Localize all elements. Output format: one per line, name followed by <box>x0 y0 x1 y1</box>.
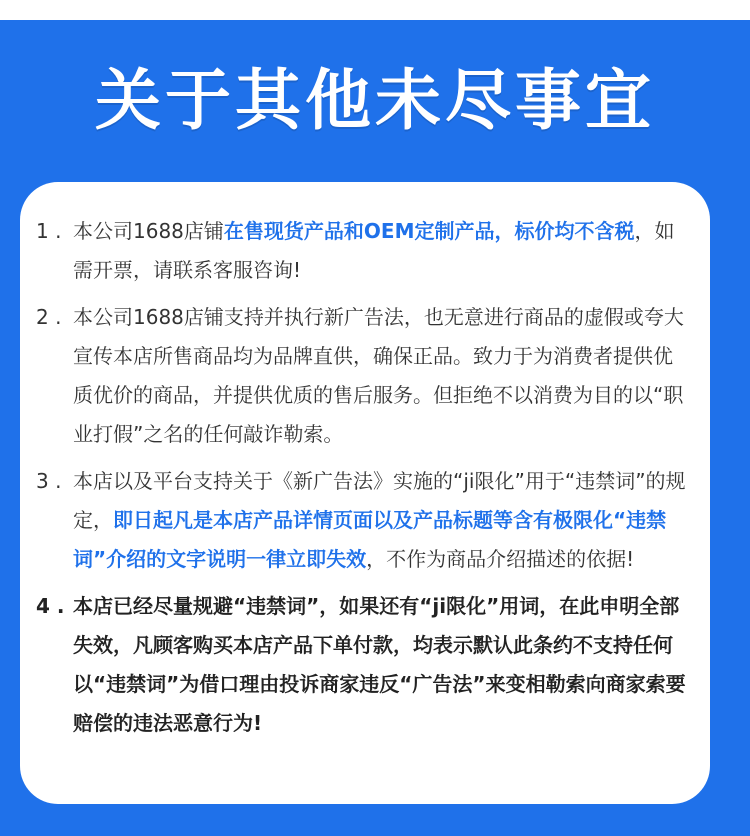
item-text-highlight: 在售现货产品和OEM定制产品，标价均不含税 <box>223 219 635 243</box>
item-text <box>73 462 688 579</box>
item-text-plain: 本店以及平台支持关于《新广告法》实施的“ji限化”用于“违禁词”的规定， <box>73 469 686 532</box>
item-text-plain: ，如需开票，请联系客服咨询! <box>73 219 675 282</box>
item-text <box>73 212 688 290</box>
item-number: 3 . <box>36 469 62 493</box>
item-number: 2 . <box>36 305 62 329</box>
page-title: 关于其他未尽事宜 <box>95 62 655 139</box>
item-number: 4 . <box>36 594 65 618</box>
notice-item-3 <box>36 462 688 579</box>
item-text-highlight: 即日起凡是本店产品详情页面以及产品标题等含有极限化“违禁词”介绍的文字说明一律立即失效 <box>73 508 667 571</box>
item-text-plain: ，不作为商品介绍描述的依据! <box>366 547 635 571</box>
notice-card <box>20 182 710 804</box>
notice-item-4 <box>36 587 688 743</box>
item-text: 本店已经尽量规避“违禁词”，如果还有“ji限化”用词，在此申明全部失效，凡顾客购买本店产品下单付款，均表示默认此条约不支持任何以“违禁词”为借口理由投诉商家违反“广告法”来变相勒索向商家索要赔偿的违法恶意行为! <box>73 594 686 735</box>
item-text-plain: 本公司1688店铺 <box>73 219 224 243</box>
item-number: 1 . <box>36 219 62 243</box>
notice-item-2 <box>36 298 688 454</box>
item-text: 本公司1688店铺支持并执行新广告法，也无意进行商品的虚假或夸大宣传本店所售商品均为品牌直供，确保正品。致力于为消费者提供优质优价的商品，并提供优质的售后服务。但拒绝不以消费为目的以“职业打假”之名的任何敲诈勒索。 <box>73 305 684 446</box>
notice-item-1 <box>36 212 688 290</box>
